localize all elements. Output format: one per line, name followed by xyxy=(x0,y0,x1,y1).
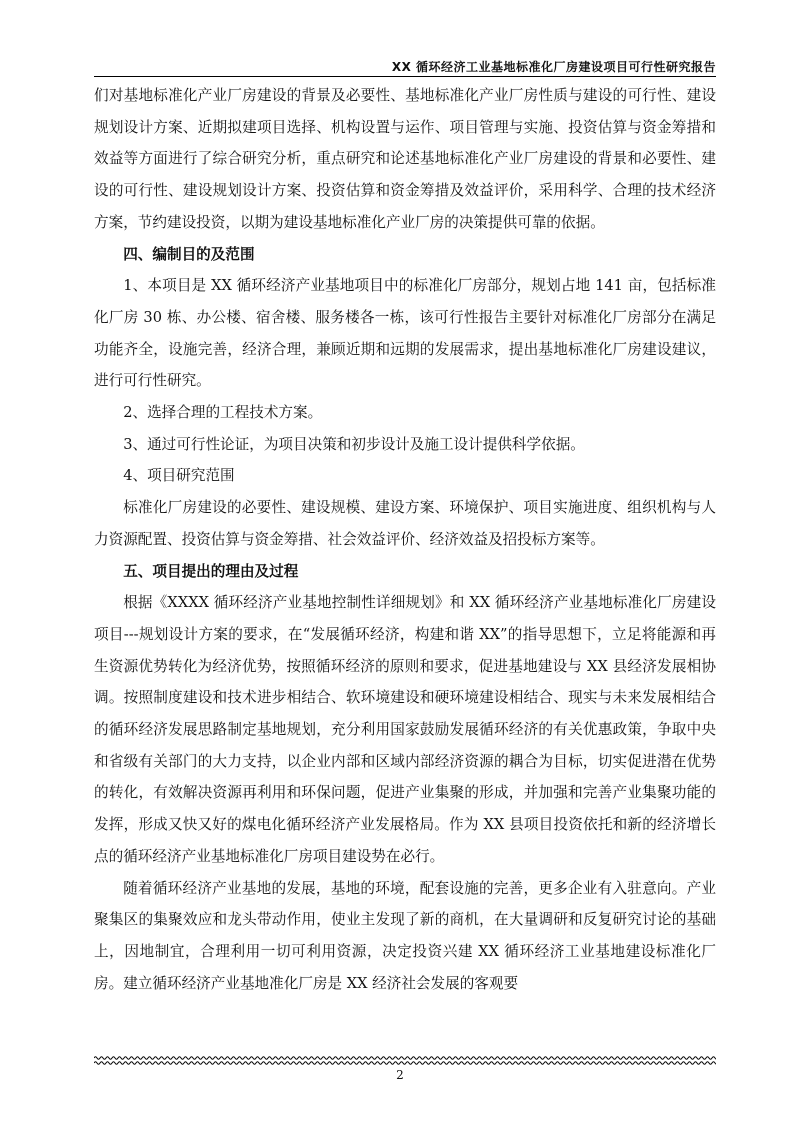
list-item-1: 1、本项目是 XX 循环经济产业基地项目中的标准化厂房部分，规划占地 141 亩，包括标准化厂房 30 栋、办公楼、宿舍楼、服务楼各一栋，该可行性报告主要针对标准化厂房部分在满足功能齐全，设施完善，经济合理，兼顾近期和远期的发展需求，提出基地标准化厂房建设建议，进行可行性研究。 xyxy=(94,277,716,390)
rationale-paragraph-1: 根据《XXXX 循环经济产业基地控制性详细规划》和 XX 循环经济产业基地标准化厂房建设项目---规划设计方案的要求，在“发展循环经济，构建和谐 XX”的指导思想下，立足将能源和再生资源优势转化为经济优势，按照循环经济的原则和要求，促进基地建设与 XX 县经济发展相协调。按照制度建设和技术进步相结合、软环境建设和硬环境建设相结合、现实与未来发展相结合的循环经济发展思路制定基地规划，充分利用国家鼓励发展循环经济的有关优惠政策，争取中央和省级有关部门的大力支持，以企业内部和区域内部经济资源的耦合为目标，切实促进潜在优势的转化，有效解决资源再利用和环保问题，促进产业集聚的形成，并加强和完善产业集聚功能的发挥，形成又快又好的煤电化循环经济产业发展格局。作为 XX 县项目投资依托和新的经济增长点的循环经济产业基地标准化厂房项目建设势在必行。 xyxy=(94,594,716,865)
paragraph-continued: 们对基地标准化产业厂房建设的背景及必要性、基地标准化产业厂房性质与建设的可行性、建设规划设计方案、近期拟建项目选择、机构设置与运作、项目管理与实施、投资估算与资金筹措和效益等方面进行了综合研究分析，重点研究和论述基地标准化产业厂房建设的背景和必要性、建设的可行性、建设规划设计方案、投资估算和资金筹措及效益评价，采用科学、合理的技术经济方案，节约建设投资，以期为建设基地标准化产业厂房的决策提供可靠的依据。 xyxy=(94,87,716,231)
running-header: XX 循环经济工业基地标准化厂房建设项目可行性研究报告 xyxy=(391,60,716,74)
footer-wave-divider xyxy=(94,1055,716,1067)
list-item-2: 2、选择合理的工程技术方案。 xyxy=(123,404,323,422)
page-number: 2 xyxy=(396,1068,404,1082)
scope-paragraph: 标准化厂房建设的必要性、建设规模、建设方案、环境保护、项目实施进度、组织机构与人力资源配置、投资估算与资金筹措、社会效益评价、经济效益及招投标方案等。 xyxy=(94,499,716,548)
rationale-paragraph-2: 随着循环经济产业基地的发展，基地的环境，配套设施的完善，更多企业有入驻意向。产业聚集区的集聚效应和龙头带动作用，使业主发现了新的商机，在大量调研和反复研究讨论的基础上，因地制宜，合理利用一切可利用资源，决定投资兴建 XX 循环经济工业基地建设标准化厂房。建立循环经济产业基地准化厂房是 XX 经济社会发展的客观要 xyxy=(94,879,716,992)
header-rule xyxy=(94,76,716,77)
section-heading-5: 五、项目提出的理由及过程 xyxy=(123,562,299,580)
document-body xyxy=(94,80,716,999)
section-heading-4: 四、编制目的及范围 xyxy=(123,245,255,263)
list-item-3: 3、通过可行性论证，为项目决策和初步设计及施工设计提供科学依据。 xyxy=(123,435,585,453)
list-item-4: 4、项目研究范围 xyxy=(123,467,235,485)
